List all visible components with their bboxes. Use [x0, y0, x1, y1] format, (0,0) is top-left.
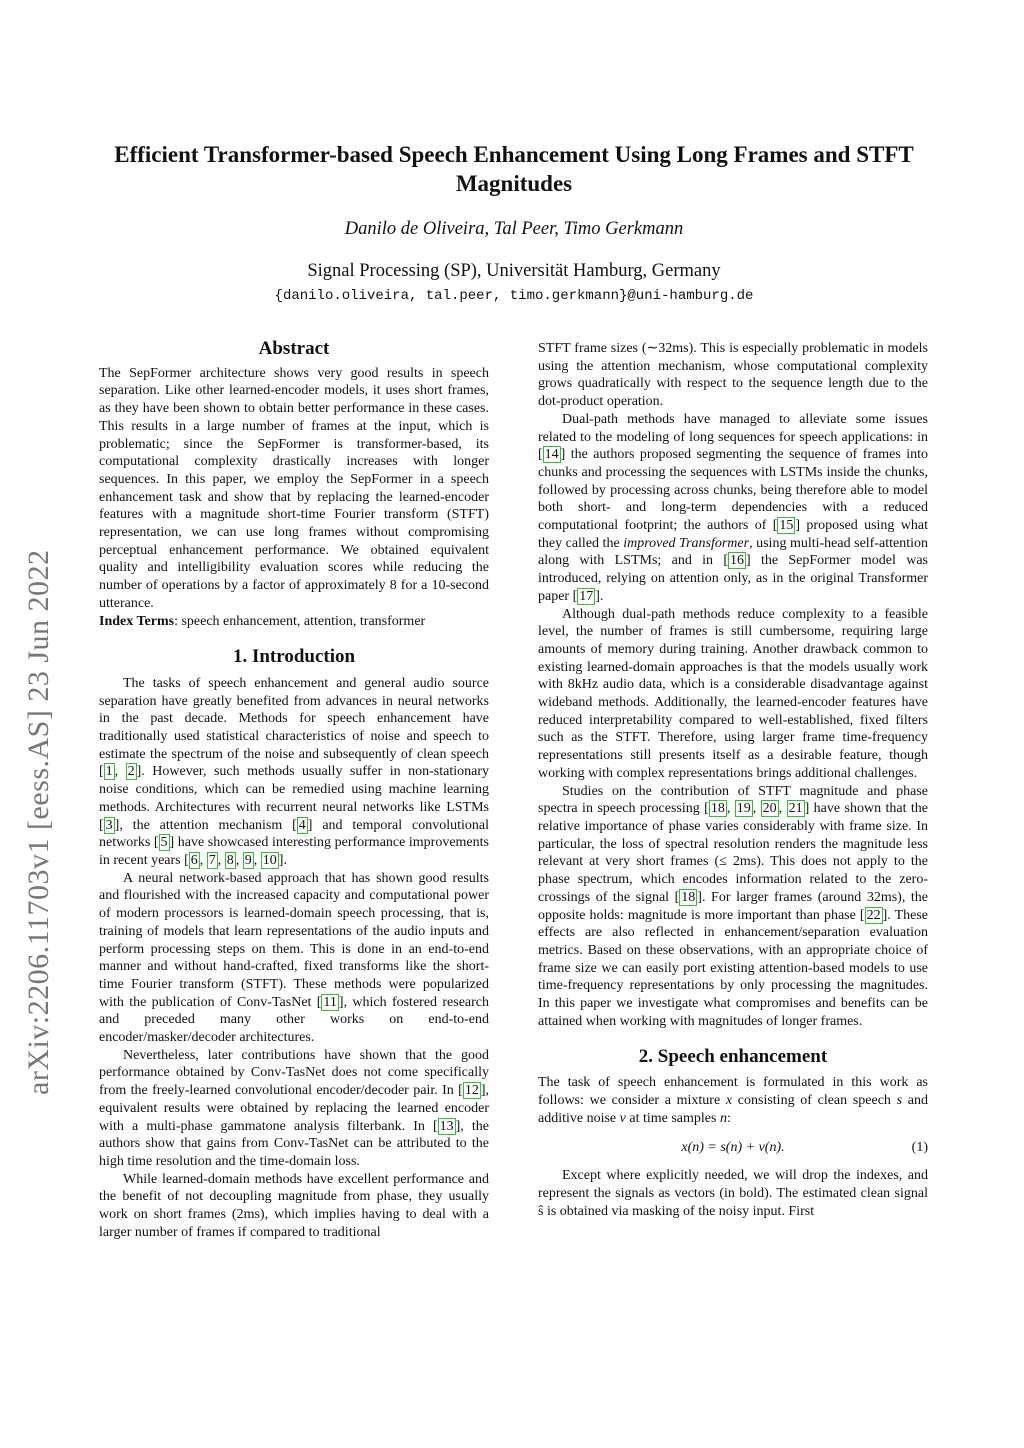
citation-link[interactable]: 7: [208, 852, 216, 868]
intro-paragraph-2: A neural network-based approach that has shown good results and flourished with the increased capacity and computational power of modern processors is learned-domain speech processing, that is, training of models that learn representations of the audio inputs and perform processing steps on them. This is done in an end-to-end manner and without hand-crafted, fixed transforms like the short-time Fourier transform (STFT). These methods were popularized with the publication of Conv-TasNet [ 11 ], which fostered research and preceded many other works on end-to-end encoder/masker/decoder architectures.: [99, 870, 489, 1046]
intro-paragraph-7: Although dual-path methods reduce complexity to a feasible level, the number of frames is still cumbersome, requiring large amounts of memory during training. Another drawback common to existing learned-domain approaches is that the models usually work with 8kHz audio data, which is a considerable disadvantage against wideband methods. Additionally, the learned-encoder features have reduced interpretability compared to well-established, fixed filters such as the STFT. Therefore, using larger frame time-frequency representations still presents itself as a desirable feature, though working with complex representations brings additional challenges.: [538, 606, 928, 781]
citation-link[interactable]: 19: [736, 801, 751, 817]
citation-link[interactable]: 18: [681, 889, 696, 905]
citation-link[interactable]: 16: [730, 553, 744, 569]
citation-link[interactable]: 1: [105, 764, 113, 780]
citation-link[interactable]: 11: [323, 994, 337, 1010]
intro-paragraph-6: Dual-path methods have managed to alleviate some issues related to the modeling of long sequences for speech applications: in [ 14 ] the authors proposed segmenting the sequence of frames into chunks and processing the sequences with LSTMs inside the chunks, followed by processing across chunks, being therefore able to model both short- and long-term dependencies with a reduced computational footprint; the authors of [ 15 ] proposed using what they called the improved Transformer, using multi-head self-attention along with LSTMs; and in [ 16 ] the SepFormer model was introduced, relying on attention only, as in the original Transformer paper [ 17 ].: [538, 411, 928, 604]
paper-title: Efficient Transformer-based Speech Enhancement Using Long Frames and STFT Magnitudes: [114, 142, 914, 196]
intro-paragraph-3: Nevertheless, later contributions have shown that the good performance obtained by Conv-TasNet does not come specifically from the freely-learned convolutional encoder/decoder pair. In [ 12 ], equivalent results were obtained by replacing the learned encoder with a multi-phase gammatone analysis filterbank. In [ 13 ], the authors show that gains from Conv-TasNet can be attributed to the high time resolution and the time-domain loss.: [99, 1047, 489, 1169]
index-terms-label: Index Terms: [99, 613, 175, 629]
right-column: [538, 340, 928, 1220]
speech-enhancement-paragraph-2: Except where explicitly needed, we will drop the indexes, and represent the signals as vectors (in bold). The estimated clean signal ŝ is obtained via masking of the noisy input. First: [538, 1168, 928, 1219]
citation-link[interactable]: 6: [190, 852, 198, 868]
left-column: [99, 340, 489, 1241]
speech-enhancement-paragraph-1: The task of speech enhancement is formulated in this work as follows: we consider a mixture x consisting of clean speech s and additive noise v at time samples n:: [538, 1075, 929, 1126]
citation-link[interactable]: 12: [464, 1083, 479, 1099]
intro-paragraph-1: The tasks of speech enhancement and general audio source separation have greatly benefited from advances in neural networks in the past decade. Methods for speech enhancement have traditionally used statistical characteristics of noise and speech to estimate the spectrum of the noise and subsequently of clean speech [ 1 , 2 ]. However, such methods usually suffer in non-stationary noise conditions, which can be remedied using machine learning methods. Architectures with recurrent neural networks like LSTMs [ 3 ], the attention mechanism [ 4 ] and temporal convolutional networks [ 5 ] have showcased interesting performance improvements in recent years [ 6 , 7 , 8 , 9 , 10 ].: [99, 675, 489, 868]
citation-link[interactable]: 22: [866, 907, 881, 923]
citation-link[interactable]: 18: [710, 801, 725, 817]
citation-link[interactable]: 10: [262, 852, 277, 868]
citation-link[interactable]: 8: [226, 852, 234, 868]
author-emails: {danilo.oliveira, tal.peer, timo.gerkmann}@uni-hamburg.de: [274, 288, 754, 304]
paper-affiliation: Signal Processing (SP), Universität Hamburg, Germany: [307, 261, 721, 281]
citation-link[interactable]: 9: [244, 852, 252, 868]
citation-link[interactable]: 14: [544, 447, 559, 463]
citation-link[interactable]: 13: [439, 1118, 454, 1134]
citation-link[interactable]: 4: [298, 817, 306, 833]
speech-enhancement-heading: 2. Speech enhancement: [638, 1046, 828, 1068]
index-terms: Index Terms: speech enhancement, attention, transformer: [99, 613, 426, 629]
arxiv-identifier: arXiv:2206.11703v1 [eess.AS] 23 Jun 2022: [22, 549, 55, 1095]
introduction-heading: 1. Introduction: [232, 646, 356, 668]
equation-1: [538, 1133, 928, 1163]
citation-link[interactable]: 15: [779, 518, 794, 534]
intro-paragraph-4: While learned-domain methods have excellent performance and the benefit of not decoupling magnitude from phase, they usually work on short frames (2ms), which implies having to deal with a larger number of frames if compared to traditional: [99, 1171, 489, 1240]
citation-link[interactable]: 3: [105, 817, 113, 833]
equation-expression: x(n) = s(n) + v(n).: [681, 1140, 785, 1156]
intro-paragraph-8: Studies on the contribution of STFT magnitude and phase spectra in speech processing [ 18 , 19 , 20 , 21 ] have shown that the relative importance of phase varies considerably with frame size. In particular, the loss of spectral resolution renders the magnitude less relevant at very short frames (≤ 2ms). This does not apply to the phase spectrum, which encodes information related to the zero-crossings of the signal [ 18 ]. For larger frames (around 32ms), the opposite holds: magnitude is more important than phase [ 22 ]. These effects are also reflected in enhancement/separation evaluation metrics. Based on these observations, with an appropriate choice of frame size we can easily port existing attention-based models to use time-frequency representations by only processing the magnitudes. In this paper we investigate what compromises and benefits can be attained when working with magnitudes of longer frames.: [538, 783, 929, 1029]
abstract-heading: Abstract: [258, 338, 330, 359]
citation-link[interactable]: 5: [160, 835, 168, 851]
citation-link[interactable]: 2: [127, 764, 135, 780]
abstract-text: The SepFormer architecture shows very good results in speech separation. Like other learned-encoder models, it uses short frames, as they have been shown to obtain better performance in these cases. This results in a large number of frames at the input, which is problematic; since the SepFormer is transformer-based, its computational complexity drastically increases with longer sequences. In this paper, we employ the SepFormer in a speech enhancement task and show that by replacing the learned-encoder features with a magnitude short-time Fourier transform (STFT) representation, we can use long frames without compromising perceptual enhancement performance. We obtained equivalent quality and intelligibility evaluation scores while reducing the number of operations by a factor of approximately 8 for a 10-second utterance.: [99, 365, 489, 611]
citation-link[interactable]: 20: [762, 801, 777, 817]
paper-authors: Danilo de Oliveira, Tal Peer, Timo Gerkmann: [344, 219, 684, 239]
equation-number: (1): [911, 1140, 928, 1156]
intro-paragraph-5: STFT frame sizes (∼32ms). This is especially problematic in models using the attention mechanism, whose computational complexity grows quadratically with respect to the sequence length due to the dot-product operation.: [538, 341, 928, 410]
citation-link[interactable]: 17: [579, 588, 594, 604]
citation-link[interactable]: 21: [788, 801, 803, 817]
